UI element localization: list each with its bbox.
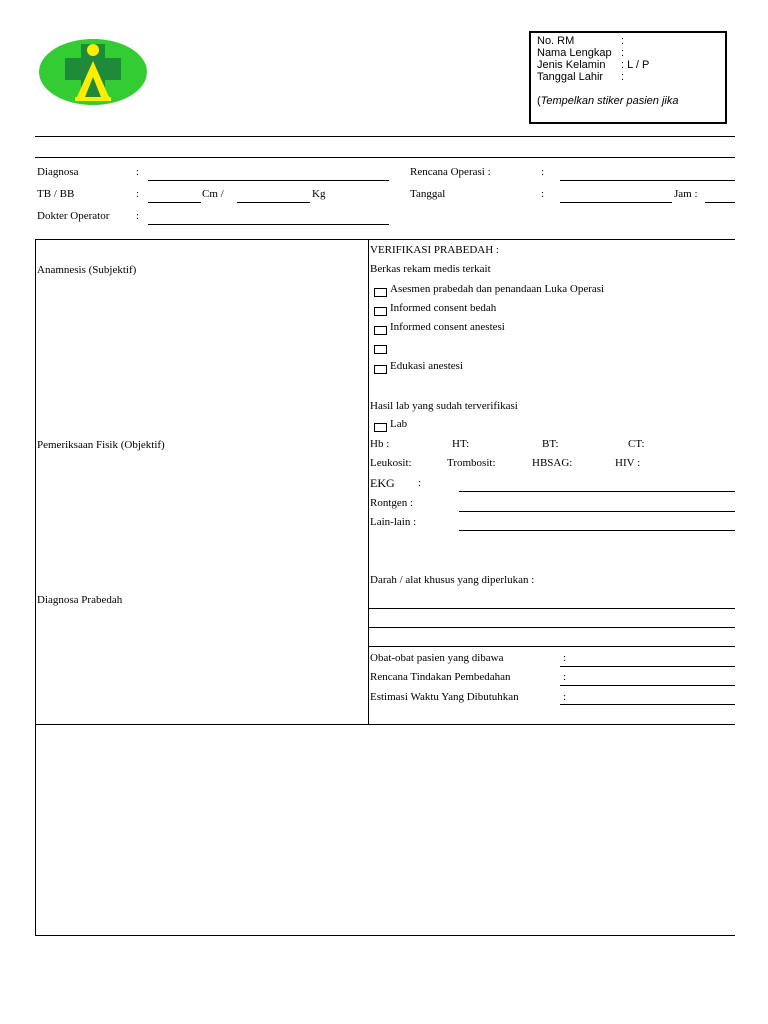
divider bbox=[35, 136, 735, 137]
jam-field[interactable] bbox=[705, 202, 735, 203]
pemeriksaan-fisik-label: Pemeriksaan Fisik (Objektif) bbox=[37, 439, 165, 451]
rontgen-label: Rontgen : bbox=[370, 497, 414, 509]
asesmen-label: Asesmen prabedah dan penandaan Luka Operasi bbox=[390, 283, 605, 295]
tb-field[interactable] bbox=[148, 202, 201, 203]
nama-separator: : bbox=[621, 47, 625, 59]
hiv-label: HIV : bbox=[615, 457, 641, 469]
kg-label: Kg bbox=[312, 188, 326, 200]
checkbox-edukasi-anestesi[interactable] bbox=[374, 365, 387, 374]
lain-lain-label: Lain-lain : bbox=[370, 516, 417, 528]
checkbox-lab[interactable] bbox=[374, 423, 387, 432]
dokter-operator-label: Dokter Operator bbox=[37, 210, 110, 222]
lain-lain-field[interactable] bbox=[459, 530, 735, 531]
edukasi-anestesi-label: Edukasi anestesi bbox=[390, 360, 464, 372]
no-rm-separator: : bbox=[621, 35, 625, 47]
ht-label: HT: bbox=[452, 438, 470, 450]
colon: : bbox=[563, 652, 567, 664]
colon: : bbox=[563, 671, 567, 683]
trombosit-label: Trombosit: bbox=[447, 457, 496, 469]
diagnosa-prabedah-label: Diagnosa Prabedah bbox=[37, 594, 123, 606]
bb-field[interactable] bbox=[237, 202, 310, 203]
sticker-note: (Tempelkan stiker pasien jika bbox=[537, 95, 679, 107]
tb-bb-label: TB / BB bbox=[37, 188, 75, 200]
colon: : bbox=[541, 188, 545, 200]
rontgen-field[interactable] bbox=[459, 511, 735, 512]
jam-label: Jam : bbox=[674, 188, 698, 200]
anamnesis-label: Anamnesis (Subjektif) bbox=[37, 264, 137, 276]
ekg-label: EKG bbox=[370, 476, 395, 490]
tanggal-lahir-separator: : bbox=[621, 71, 625, 83]
divider bbox=[35, 157, 735, 158]
divider bbox=[35, 935, 735, 936]
cm-label: Cm / bbox=[202, 188, 224, 200]
patient-sticker-box bbox=[529, 31, 727, 124]
diagnosa-label: Diagnosa bbox=[37, 166, 79, 178]
jenis-kelamin-value: : L / P bbox=[621, 59, 650, 71]
colon: : bbox=[136, 166, 140, 178]
dokter-operator-field[interactable] bbox=[148, 224, 389, 225]
rencana-tindakan-field[interactable] bbox=[560, 685, 735, 686]
darah-field-2[interactable] bbox=[369, 627, 735, 628]
ekg-separator: : bbox=[418, 477, 422, 489]
colon: : bbox=[541, 166, 545, 178]
verifikasi-title: VERIFIKASI PRABEDAH : bbox=[370, 244, 499, 256]
colon: : bbox=[563, 691, 567, 703]
estimasi-waktu-label: Estimasi Waktu Yang Dibutuhkan bbox=[370, 691, 519, 703]
bt-label: BT: bbox=[542, 438, 559, 450]
hbsag-label: HBSAG: bbox=[532, 457, 573, 469]
hb-label: Hb : bbox=[370, 438, 390, 450]
checkbox-informed-consent-anestesi[interactable] bbox=[374, 326, 387, 335]
ekg-field[interactable] bbox=[459, 491, 735, 492]
rencana-tindakan-label: Rencana Tindakan Pembedahan bbox=[370, 671, 511, 683]
colon: : bbox=[136, 188, 140, 200]
ct-label: CT: bbox=[628, 438, 645, 450]
divider bbox=[35, 239, 735, 240]
checkbox-informed-consent-bedah[interactable] bbox=[374, 307, 387, 316]
berkas-label: Berkas rekam medis terkait bbox=[370, 263, 491, 275]
no-rm-label: No. RM bbox=[537, 35, 575, 47]
obat-field[interactable] bbox=[560, 666, 735, 667]
checkbox-asesmen[interactable] bbox=[374, 288, 387, 297]
checkbox-blank[interactable] bbox=[374, 345, 387, 354]
hospital-logo bbox=[37, 37, 149, 107]
jenis-kelamin-label: Jenis Kelamin bbox=[537, 59, 606, 71]
darah-field-1[interactable] bbox=[369, 608, 735, 609]
nama-label: Nama Lengkap bbox=[537, 47, 612, 59]
column-divider bbox=[368, 239, 369, 724]
obat-label: Obat-obat pasien yang dibawa bbox=[370, 652, 504, 664]
notes-area[interactable] bbox=[36, 725, 735, 935]
informed-consent-bedah-label: Informed consent bedah bbox=[390, 302, 497, 314]
rencana-operasi-field[interactable] bbox=[560, 180, 735, 181]
hasil-lab-label: Hasil lab yang sudah terverifikasi bbox=[370, 400, 518, 412]
informed-consent-anestesi-label: Informed consent anestesi bbox=[390, 321, 505, 333]
tanggal-label: Tanggal bbox=[410, 188, 446, 200]
tanggal-field[interactable] bbox=[560, 202, 672, 203]
darah-field-3[interactable] bbox=[369, 646, 735, 647]
estimasi-waktu-field[interactable] bbox=[560, 704, 735, 705]
lab-label: Lab bbox=[390, 418, 408, 430]
tanggal-lahir-label: Tanggal Lahir bbox=[537, 71, 604, 83]
rencana-operasi-label: Rencana Operasi : bbox=[410, 166, 491, 178]
diagnosa-field[interactable] bbox=[148, 180, 389, 181]
darah-label: Darah / alat khusus yang diperlukan : bbox=[370, 574, 535, 586]
colon: : bbox=[136, 210, 140, 222]
leukosit-label: Leukosit: bbox=[370, 457, 412, 469]
